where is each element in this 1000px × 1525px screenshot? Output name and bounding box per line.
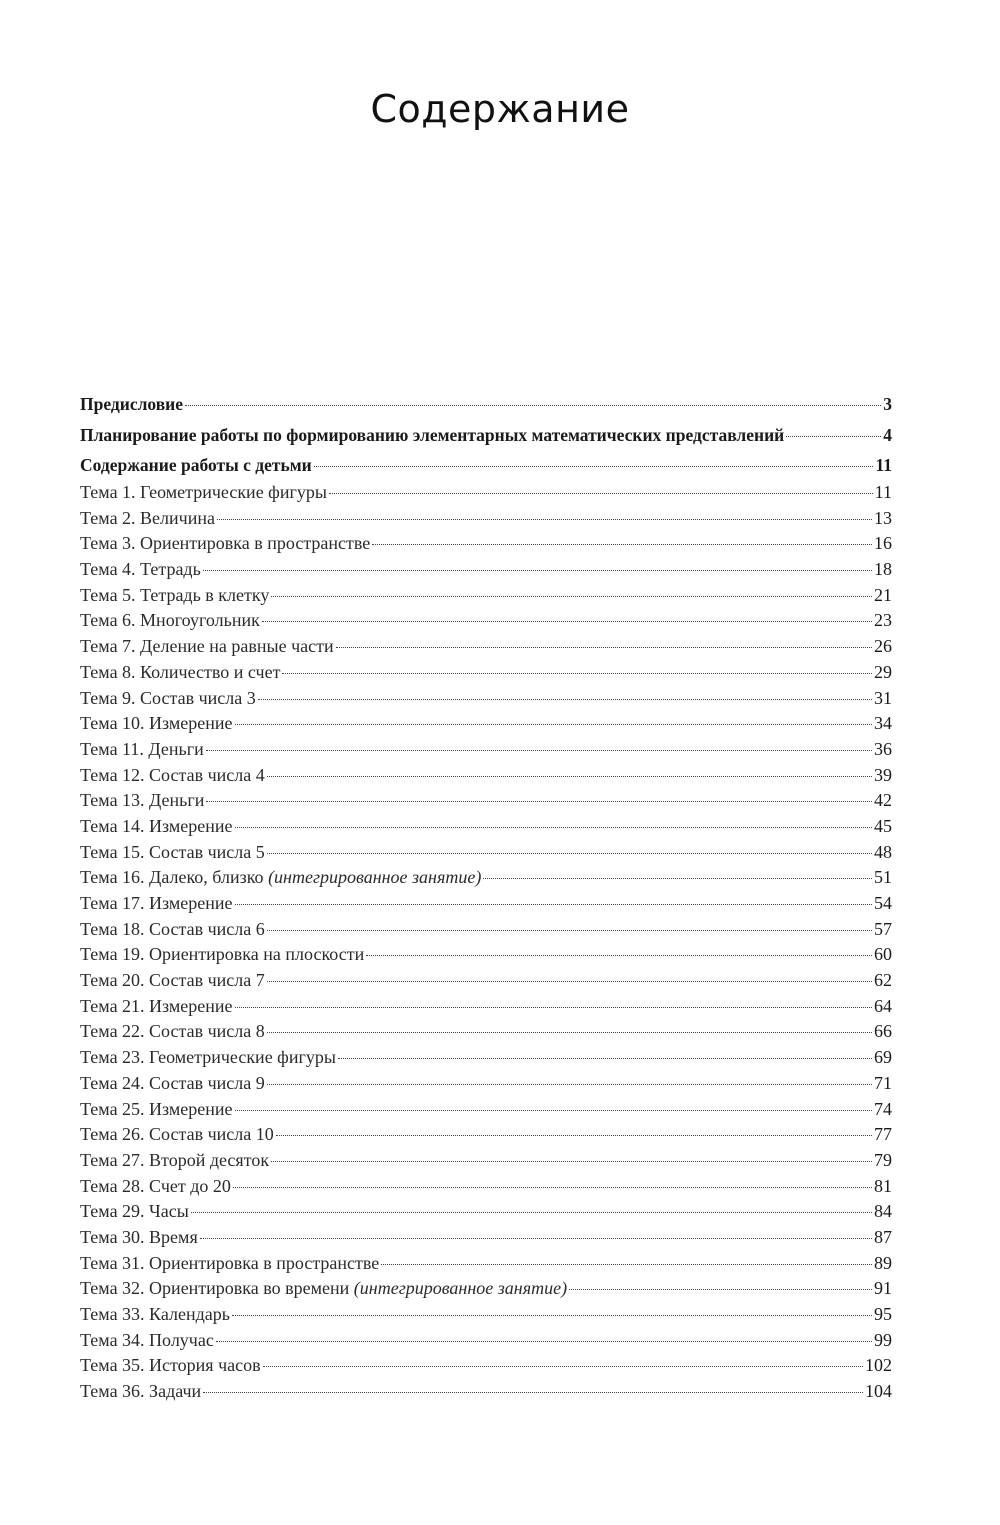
toc-page-number: 31 (874, 687, 892, 708)
toc-page-number: 36 (874, 738, 892, 759)
toc-topic-item[interactable] (80, 1099, 892, 1125)
toc-leader-dots (267, 1084, 872, 1085)
toc-leader-dots (267, 981, 872, 982)
toc-topic-item[interactable] (80, 508, 892, 534)
toc-topic-title: Тема 23. Геометрические фигуры (80, 1047, 336, 1068)
toc-leader-dots (267, 853, 872, 854)
toc-topic-title: Тема 28. Счет до 20 (80, 1175, 231, 1196)
toc-page-number: 60 (874, 944, 892, 965)
toc-leader-dots (336, 647, 872, 648)
toc-topic-title: Тема 18. Состав числа 6 (80, 918, 265, 939)
toc-topic-title: Тема 20. Состав числа 7 (80, 970, 265, 991)
toc-page-number: 34 (874, 713, 892, 734)
toc-page-number: 21 (874, 584, 892, 605)
toc-leader-dots (569, 1289, 872, 1290)
toc-topic-label (80, 1227, 198, 1248)
toc-page-number: 102 (865, 1355, 892, 1376)
toc-topic-label (80, 765, 265, 786)
toc-page-number: 99 (874, 1329, 892, 1350)
toc-page-number: 42 (874, 790, 892, 811)
toc-topic-label (80, 1150, 269, 1171)
toc-topic-title: Тема 15. Состав числа 5 (80, 841, 265, 862)
toc-leader-dots (366, 955, 872, 956)
toc-topic-title: Тема 13. Деньги (80, 790, 205, 811)
toc-topic-title: Тема 8. Количество и счет (80, 661, 281, 682)
toc-topic-title: Тема 29. Часы (80, 1201, 189, 1222)
toc-leader-dots (271, 596, 872, 597)
toc-topic-item[interactable] (80, 1381, 892, 1407)
toc-leader-dots (314, 466, 874, 467)
toc-topic-label (80, 1073, 265, 1094)
toc-page-number: 69 (874, 1047, 892, 1068)
toc-topic-item[interactable] (80, 1150, 892, 1176)
toc-topic-item[interactable] (80, 1227, 892, 1253)
toc-topic-item[interactable] (80, 944, 892, 970)
toc-topic-label (80, 508, 215, 529)
toc-page-number: 104 (865, 1381, 892, 1402)
toc-topic-label (80, 1253, 379, 1274)
toc-topic-title: Тема 21. Измерение (80, 995, 233, 1016)
toc-leader-dots (267, 776, 872, 777)
toc-topic-title: Тема 35. История часов (80, 1355, 261, 1376)
toc-topic-title: Тема 19. Ориентировка на плоскости (80, 944, 365, 965)
toc-topic-item[interactable] (80, 559, 892, 585)
toc-page-number: 62 (874, 970, 892, 991)
toc-page-number: 84 (874, 1201, 892, 1222)
toc-topic-title: Тема 36. Задачи (80, 1381, 202, 1402)
toc-leader-dots (235, 827, 872, 828)
toc-leader-dots (185, 405, 881, 406)
toc-topic-label (80, 893, 233, 914)
toc-topic-label (80, 919, 265, 940)
toc-topic-item[interactable] (80, 1355, 892, 1381)
toc-topic-item[interactable] (80, 919, 892, 945)
toc-topic-item[interactable] (80, 816, 892, 842)
toc-section-label: Планирование работы по формированию элементарных математических представлений (80, 424, 785, 445)
toc-section-label: Содержание работы с детьми (80, 455, 312, 475)
toc-topic-title: Тема 10. Измерение (80, 713, 233, 734)
toc-page-number: 4 (883, 424, 892, 445)
toc-leader-dots (235, 1007, 872, 1008)
toc-page-number: 77 (874, 1124, 892, 1145)
toc-topic-item[interactable] (80, 688, 892, 714)
toc-leader-dots (267, 930, 872, 931)
toc-leader-dots (233, 1187, 872, 1188)
toc-leader-dots (372, 544, 872, 545)
toc-leader-dots (282, 673, 872, 674)
toc-topic-item[interactable] (80, 1330, 892, 1356)
toc-topic-title: Тема 32. Ориентировка во времени (80, 1278, 350, 1299)
toc-topic-item[interactable] (80, 713, 892, 739)
toc-topic-item[interactable] (80, 842, 892, 868)
toc-topic-title: Тема 31. Ориентировка в пространстве (80, 1252, 380, 1273)
toc-leader-dots (191, 1212, 872, 1213)
toc-topic-item[interactable] (80, 765, 892, 791)
toc-leader-dots (329, 493, 873, 494)
toc-leader-dots (267, 1032, 872, 1033)
toc-topic-title: Тема 9. Состав числа 3 (80, 687, 256, 708)
toc-topic-label (80, 1176, 231, 1197)
toc-topic-item[interactable] (80, 585, 892, 611)
toc-topic-item[interactable] (80, 1124, 892, 1150)
toc-topic-title: Тема 16. Далеко, близко (80, 867, 264, 888)
toc-topic-label (80, 610, 260, 631)
toc-topic-item[interactable] (80, 636, 892, 662)
toc-page-number: 29 (874, 661, 892, 682)
toc-leader-dots (216, 1341, 872, 1342)
toc-topic-label (80, 842, 265, 863)
toc-topic-title: Тема 2. Величина (80, 507, 215, 528)
toc-topic-label (80, 739, 204, 760)
toc-topic-note: (интегрированное занятие) (353, 1278, 568, 1299)
toc-topic-title: Тема 1. Геометрические фигуры (80, 482, 327, 502)
toc-topic-title: Тема 12. Состав числа 4 (80, 764, 265, 785)
toc-topic-label (80, 1278, 567, 1299)
toc-topic-note: (интегрированное занятие) (268, 867, 482, 888)
toc-topic-title: Тема 14. Измерение (80, 815, 233, 836)
toc-leader-dots (338, 1058, 872, 1059)
toc-page-number: 26 (874, 636, 892, 657)
toc-leader-dots (235, 1110, 872, 1111)
table-of-contents (80, 394, 892, 1407)
toc-topic-title: Тема 11. Деньги (80, 738, 204, 759)
toc-page-number: 66 (874, 1021, 892, 1042)
toc-topic-item[interactable] (80, 1073, 892, 1099)
toc-topic-item[interactable] (80, 1176, 892, 1202)
toc-topic-label (80, 1021, 265, 1042)
toc-leader-dots (263, 1366, 863, 1367)
toc-page-number: 81 (874, 1175, 892, 1196)
toc-leader-dots (483, 878, 872, 879)
toc-topic-item[interactable] (80, 482, 892, 508)
toc-topic-title: Тема 7. Деление на равные части (80, 636, 334, 657)
toc-topic-label (80, 1047, 336, 1068)
toc-topic-item[interactable] (80, 867, 892, 893)
toc-section-foreword[interactable] (80, 394, 892, 425)
toc-topic-title: Тема 33. Календарь (80, 1304, 230, 1324)
toc-page-number: 11 (874, 482, 892, 502)
toc-page-number: 48 (874, 841, 892, 862)
toc-topic-label (80, 996, 233, 1017)
toc-page-number: 71 (874, 1072, 892, 1093)
toc-topic-item[interactable] (80, 1201, 892, 1227)
toc-topic-item[interactable] (80, 1021, 892, 1047)
toc-topic-title: Тема 24. Состав числа 9 (80, 1072, 265, 1093)
toc-topic-label (80, 662, 280, 683)
toc-leader-dots (262, 621, 872, 622)
toc-topic-label (80, 482, 327, 503)
toc-topic-title: Тема 6. Многоугольник (80, 610, 260, 631)
toc-topic-label (80, 1355, 261, 1376)
toc-page-number: 87 (874, 1226, 892, 1247)
toc-page-number: 3 (883, 394, 892, 414)
toc-topic-title: Тема 22. Состав числа 8 (80, 1021, 265, 1042)
toc-topic-label (80, 713, 233, 734)
toc-topic-title: Тема 17. Измерение (80, 893, 233, 913)
toc-leader-dots (203, 570, 872, 571)
toc-leader-dots (200, 1238, 872, 1239)
toc-leader-dots (217, 519, 872, 520)
toc-page-number: 11 (875, 455, 892, 475)
toc-topic-list (80, 482, 892, 1407)
toc-topic-item[interactable] (80, 610, 892, 636)
toc-leader-dots (206, 750, 872, 751)
toc-topic-label (80, 533, 370, 554)
toc-topic-label (80, 1304, 230, 1325)
toc-leader-dots (271, 1161, 872, 1162)
toc-page-number: 13 (874, 507, 892, 528)
toc-topic-item[interactable] (80, 533, 892, 559)
toc-page-number: 64 (874, 995, 892, 1016)
toc-topic-item[interactable] (80, 970, 892, 996)
toc-topic-item[interactable] (80, 662, 892, 688)
toc-topic-label (80, 559, 201, 580)
toc-topic-label (80, 816, 233, 837)
toc-topic-title: Тема 27. Второй десяток (80, 1149, 270, 1170)
toc-topic-title: Тема 25. Измерение (80, 1098, 233, 1119)
toc-topic-item[interactable] (80, 1278, 892, 1304)
toc-page-number: 74 (874, 1098, 892, 1119)
toc-page-number: 18 (874, 559, 892, 580)
toc-topic-label (80, 1381, 201, 1402)
toc-leader-dots (381, 1264, 872, 1265)
toc-topic-label (80, 1124, 274, 1145)
toc-topic-label (80, 1099, 233, 1120)
toc-topic-item[interactable] (80, 1304, 892, 1330)
toc-topic-label (80, 944, 364, 965)
toc-page-number: 54 (874, 893, 892, 913)
toc-page-number: 89 (874, 1252, 892, 1273)
toc-topic-title: Тема 3. Ориентировка в пространстве (80, 533, 371, 554)
toc-topic-title: Тема 4. Тетрадь (80, 559, 201, 580)
toc-leader-dots (203, 1392, 863, 1393)
toc-page-number: 23 (874, 610, 892, 631)
toc-page-number: 57 (874, 918, 892, 939)
toc-section-planning[interactable] (80, 425, 892, 456)
toc-topic-title: Тема 26. Состав числа 10 (80, 1124, 274, 1145)
toc-topic-item[interactable] (80, 893, 892, 919)
toc-topic-label (80, 970, 265, 991)
toc-topic-label (80, 1201, 189, 1222)
toc-page-number: 95 (874, 1304, 892, 1324)
toc-page-number: 16 (874, 533, 892, 554)
toc-leader-dots (232, 1315, 872, 1316)
toc-leader-dots (258, 699, 872, 700)
toc-topic-label (80, 636, 334, 657)
toc-topic-label (80, 867, 481, 888)
toc-page-number: 45 (874, 815, 892, 836)
toc-topic-label (80, 585, 269, 606)
toc-topic-title: Тема 5. Тетрадь в клетку (80, 584, 270, 605)
toc-section-content[interactable] (80, 455, 892, 482)
toc-topic-item[interactable] (80, 1253, 892, 1279)
toc-page-number: 79 (874, 1149, 892, 1170)
toc-topic-item[interactable] (80, 739, 892, 765)
toc-leader-dots (235, 904, 872, 905)
page-title: Содержание (370, 87, 630, 132)
toc-topic-title: Тема 34. Получас (80, 1329, 214, 1350)
toc-topic-label (80, 790, 204, 811)
toc-leader-dots (235, 724, 872, 725)
toc-leader-dots (276, 1135, 872, 1136)
toc-topic-label (80, 688, 256, 709)
toc-page-number: 91 (874, 1278, 892, 1299)
toc-topic-item[interactable] (80, 1047, 892, 1073)
toc-page-number: 51 (874, 867, 892, 888)
toc-leader-dots (786, 436, 881, 437)
toc-topic-item[interactable] (80, 996, 892, 1022)
toc-topic-label (80, 1330, 214, 1351)
toc-topic-title: Тема 30. Время (80, 1226, 198, 1247)
toc-section-label: Предисловие (80, 394, 184, 414)
toc-page-number: 39 (874, 764, 892, 785)
toc-leader-dots (206, 801, 872, 802)
toc-topic-item[interactable] (80, 790, 892, 816)
